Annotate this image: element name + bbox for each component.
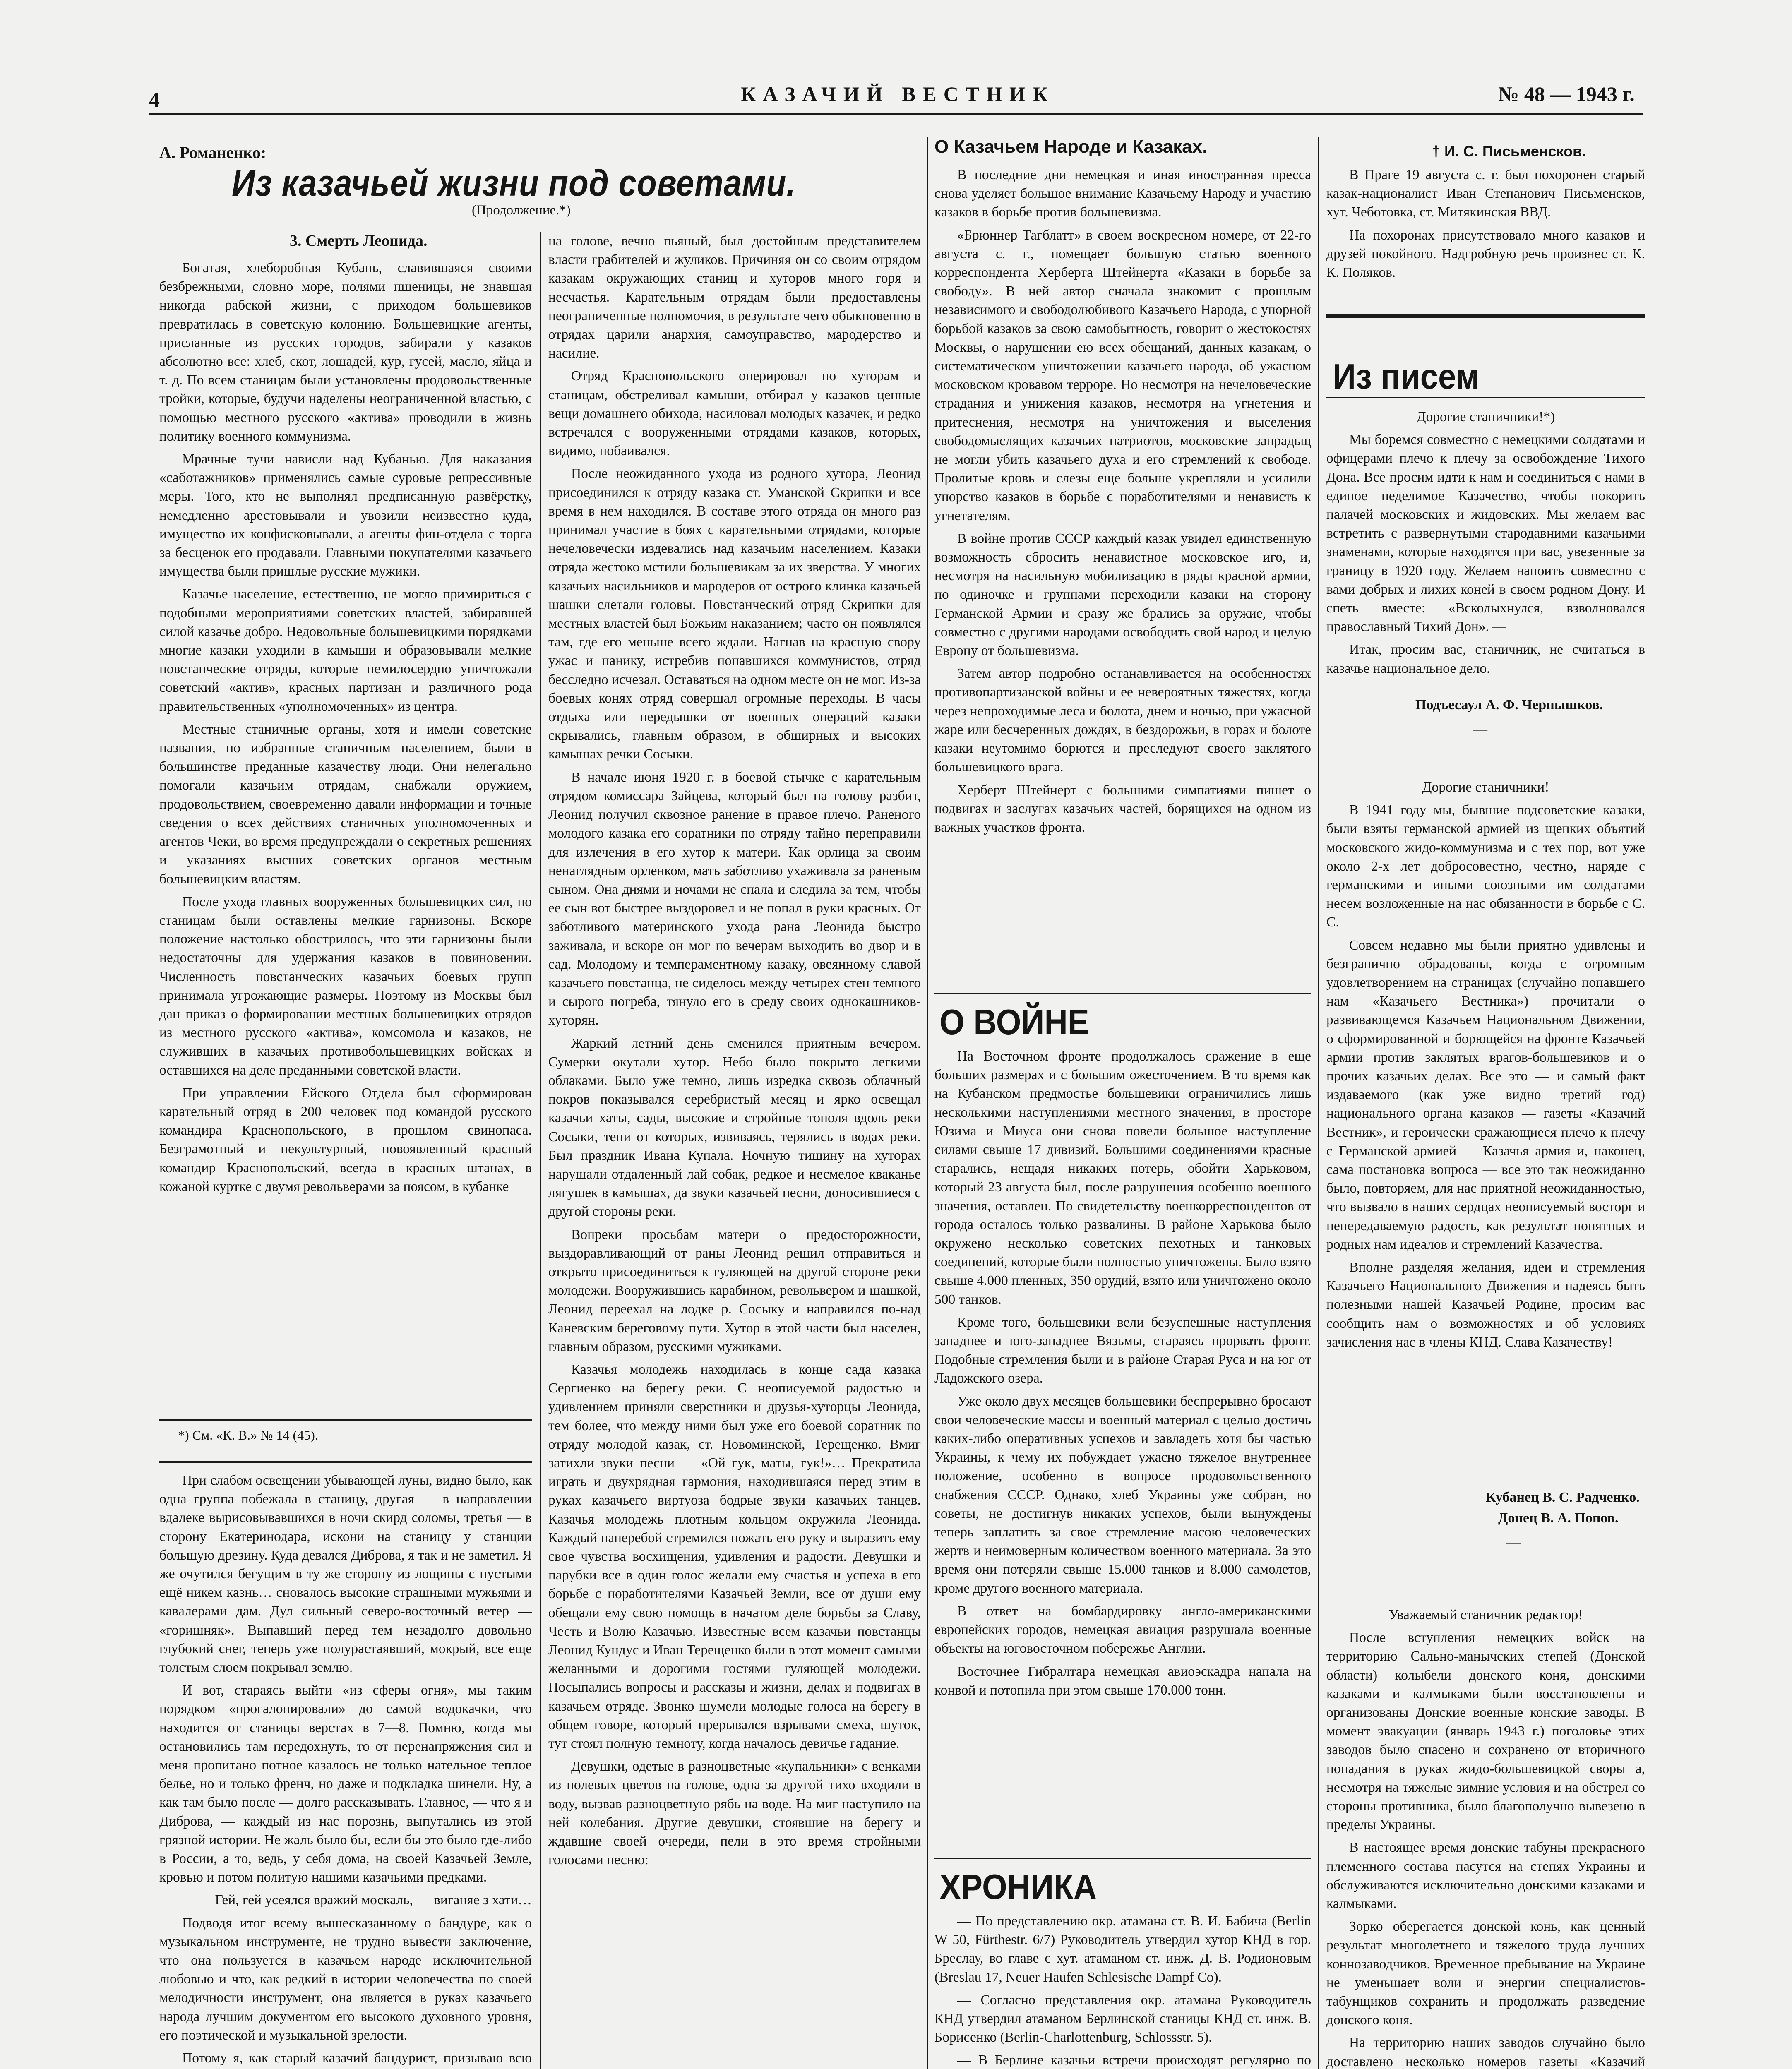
letter-2-signature-1: Кубанец В. С. Радченко. (1486, 1490, 1640, 1505)
paragraph: «Брюннер Тагблатт» в своем воскресном номере, от 22-го августа с. г., помещает большую статью военного корреспондента Херберта Штейнерта «Казаки в борьбе за свободу». В ней автор сначала знакомит с прошлым независимого и свободолюбивого Казачьего Народа, с упорной борьбой казаков за свою самобытность, говорит о жестокостях Москвы, о нарушении ею всех обещаний, данных казакам, о систематическом уничтожении казачьего народа, об ужасном московском кровавом терроре. Но несмотря на нечеловеческие страдания и унижения казаков, несмотря на угнетения и притеснения, несмотря на уничтожения и выселения свободомыслящих казачьих патриотов, московские запрадьщ не могли убить казачьего духа и его стремлений к свободе. Пролитые кровь и слезы еще больше укрепляли и усилили упорство казаков в борьбе с поработителями и ненависть к угнетателям. (934, 227, 1311, 523)
paragraph: Мы боремся совместно с немецкими солдатами и офицерами плечо к плечу за освобождение Тихого Дона. Все просим идти к нам и соединиться с нами в единое неделимое Казачество, чтобы покорить палачей московских и жидовских. Мы желаем вас встретить с развернутыми стародавними казачьими знаменами, которые находятся при вас, увезенные за границу в 1920 году. Желаем напоить совместно с вами добрых и лихих коней в своем родном Дону. И спеть вместе: «Всколыхнулся, взволновался православный Тихий Дон». — (1326, 432, 1645, 635)
article1-column2 (548, 232, 921, 2069)
paragraph: При управлении Ейского Отдела был сформирован карательный отряд в 200 человек под командой русского командира Краснопольского, в прошлом свинопаса. Безграмотный и некультурный, новоявленный красный командир Краснопольский, всегда в красных штанах, в кожаной куртке с двумя револьверами за поясом, в кубанке (159, 1085, 532, 1194)
paragraph: Богатая, хлеборобная Кубань, славившаяся своими безбрежными, словно море, полями пшеницы, не знавшая никогда рабской жизни, с приходом большевиков превратилась в советскую колонию. Большевицкие агенты, присланные из русских городов, забирали у казаков абсолютно все: хлеб, скот, лошадей, кур, гусей, масло, яйца и т. д. По всем станицам были установлены продовольственные тройки, которые, будучи наделены неограниченной властью, с помощью местного русского «актива» проводили в жизнь политику военного коммунизма. (159, 260, 532, 444)
paragraph: В Праге 19 августа с. г. был похоронен старый казак-националист Иван Степанович Письменсков, хут. Чеботовка, ст. Митякинская ВВД. (1326, 167, 1645, 220)
footnote-rule (159, 1419, 532, 1421)
article-title: Из казачьей жизни под советами. (232, 162, 796, 204)
paragraph: Потому я, как старый казачий бандурист, призываю всю (182, 2050, 532, 2066)
paragraph: Девушки, одетые в разноцветные «купальники» с венками из полевых цветов на голове, одна за другой тихо входили в воду, вызвав разноцветную рябь на воде. На миг наступило на ней колебания. Другие девушки, стоявшие на берегу и ждавшие своей очереди, пели в это время стройными голосами песню: (548, 1759, 921, 1868)
continued-note: (Продолжение.*) (472, 203, 571, 218)
paragraph: В настоящее время донские табуны прекрасного племенного состава пасутся на степях Украины и обслуживаются исключительно донскими казаками и калмыками. (1326, 1840, 1645, 1912)
article2-title: О Казачьем Народе и Казаках. (934, 137, 1208, 157)
paragraph: Казачье население, естественно, не могло примириться с подобными мероприятиями советских властей, забиравшей силой казачье добро. Недовольные большевицкими порядками многие казаки уходили в камыши и образовывали мелкие повстанческие отряды, которые немилосердно уничтожали советский «актив», красных партизан и различного рода правительственных «уполномоченных» из центра. (159, 586, 532, 714)
paragraph: И вот, стараясь выйти «из сферы огня», мы таким порядком «прогалопировали» до самой водокачки, что находится от станицы верстах в 7—8. Помню, когда мы остановились там передохнуть, то от перенапряжения сил и меня пропитано потное казалось не только нательное теплое белье, но и только френч, но даже и подкладка шинели. Ну, а как там было после — долго рассказывать. Главное, — что я и Диброва, — каждый из нас порознь, выпутались из этой грязной истории. Не жаль было бы, если бы это было где-либо в России, а то, ведь, у себя дома, на своей Казачьей Земле, кровью и потом политую нашими казачьими предками. (159, 1683, 532, 1885)
paragraph: При слабом освещении убывающей луны, видно было, как одна группа побежала в станицу, другая — в направлении вдалеке вырисовывавшихся в ночи скирд соломы, третья — в сторону Екатеринодара, искони на станицу у станции большую дрезину. Куда девался Диброва, я так и не заметил. Я же очутился бегущим в ту же сторону из лощины с пустыми ещё никем казнь… сновалось высокие страшными мужьями и кавалерами дам. Дул сильный северо-восточный ветер — «горишняк». Выпавший перед тем незадолго довольно глубокий снег, теперь уже полурастаявший, мокрый, все еще толстым слоем покрывал землю. (159, 1473, 532, 1675)
masthead: КАЗАЧИЙ ВЕСТНИК (741, 82, 1055, 106)
paragraph: Вопреки просьбам матери о предосторожности, выздоравливающий от раны Леонид решил отправиться и открыто присоединиться к гуляющей на другой стороне реки молодежи. Вооружившись карабином, револьвером и шашкой, Леонид переехал на лодке р. Сосыку и направился по-над Каневским береговому пути. Хутор в этой части был населен, главным образом, русскими мужиками. (548, 1227, 921, 1354)
article-author: А. Романенко: (159, 143, 267, 162)
column-break-rule (159, 1461, 532, 1463)
article1-column1-bottom (159, 1471, 532, 2069)
salutation: Уважаемый станичник редактор! (1388, 1607, 1583, 1623)
paragraph: на голове, вечно пьяный, был достойным представителем власти грабителей и жуликов. Причиняя он со своим отрядом казакам окружающих станиц и хуторов много горя и несчастья. Карательным отрядам были предоставлены неограниченные полномочия, в результате чего обыкновенно в отрядах царили анархия, самоуправство, мародерство и насилие. (548, 233, 921, 361)
column-divider (540, 232, 541, 2069)
paragraph: В войне против СССР каждый казак увидел единственную возможность сбросить ненавистное московское иго, и, несмотря на насильную мобилизацию в ряды красной армии, по одиночке и группами переходили казаки на сторону Германской Армии и сразу же брались за оружие, чтобы совместно с другими народами освободить свой народ и целую Европу от большевизма. (934, 530, 1311, 659)
paragraph: Херберт Штейнерт с большими симпатиями пишет о подвигах и заслугах казачьих частей, борящихся на одном из важных участков фронта. (934, 782, 1311, 835)
paragraph: Уже около двух месяцев большевики беспрерывно бросают свои человеческие массы и военный материал с целью достичь каких-либо оперативных успехов и завладеть хотя бы частью Украины, к чему их побуждает ужасно тяжелое внутреннее положение, особенно в вопросе продовольственного снабжения СССР. Однако, хлеб Украины уже собран, но советы, не достигнув никаких успехов, были вынуждены теперь заплатить за свое стремление масою человеческих жертв и неимоверным количеством военного материала. За это время они потеряли свыше 15.000 танков и 8.000 самолетов, кроме другого военного материала. (934, 1393, 1311, 1596)
letter-3 (1326, 1606, 1645, 2069)
paragraph: Итак, просим вас, станичник, не считаться в казачье национальное дело. (1326, 642, 1645, 676)
paragraph: На территорию наших заводов случайно было доставлено несколько номеров газеты «Казачий (1326, 2035, 1645, 2069)
paragraph: Кроме того, большевики вели безуспешные наступления западнее и юго-западнее Вязьмы, стараясь прорвать фронт. Подобные стремления были и в районе Старая Руса и на юг от Ладожского озера. (934, 1314, 1311, 1386)
letters-title: Из писем (1333, 356, 1480, 396)
letter-2-signature-2: Донец В. А. Попов. (1498, 1510, 1619, 1526)
issue-number: № 48 — 1943 г. (1498, 82, 1635, 106)
chronicle-title: ХРОНИКА (939, 1867, 1097, 1907)
war-title: О ВОЙНЕ (939, 1002, 1089, 1042)
paragraph: После неожиданного ухода из родного хутора, Леонид присоединился к отряду казака ст. Уманской Скрипки и все время в нем находился. В составе этого отряда он много раз принимал участие в боях с карательными отрядами, которые нечеловечески издевались над казачьим населением. Казаки отряда жестоко мстили большевикам за их зверства. У многих казачьих насильников и мародеров от острого клинка казачьей шашки слетали головы. Повстанческий отряд Скрипки для местных властей был Божьим наказанием; часто он появлялся там, где его меньше всего ждали. Нагнав на красную свору ужас и панику, истребив попавшихся коммунистов, отряд бесследно исчезал. Оставаться на одном месте он не мог. Из-за боевых конях отряд совершал огромные переходы. В часы отдыха или передышки от военных операций казаки скрывались, главным образом, в обширных и высоких камышах речки Сосыки. (548, 466, 921, 762)
paragraph: Восточнее Гибралтара немецкая авиоэскадра напала на конвой и потопила при этом свыше 170.000 тонн. (934, 1663, 1311, 1698)
section-rule (1326, 397, 1645, 398)
paragraph: Мрачные тучи нависли над Кубанью. Для наказания «саботажников» применялись самые суровые репрессивные меры. Того, кто не выполнял предписанную развёрстку, немедленно арестовывали и увозили неизвестно куда, имущество их конфисковывали, а агенты фин-отдела с торга за бесценок его продавали. Главными покупателями казачьего имущества были пришлые русские мужики. (159, 451, 532, 579)
header-rule (149, 113, 1643, 115)
column-divider (1318, 137, 1319, 2069)
paragraph: Отряд Краснопольского оперировал по хуторам и станицам, обстреливал камыши, отбирал у казаков ценные вещи домашнего обихода, насиловал молодых казачек, и редко встречался с вооруженными отрядами казаков, которых, видимо, побаивался. (548, 368, 921, 459)
obituary-title: † И. С. Письменсков. (1432, 143, 1586, 160)
quote: — Гей, гей усеялся вражий москаль, — виганяе з хати… (197, 1892, 532, 1908)
article1-column1 (159, 259, 532, 1409)
paragraph: Вполне разделяя желания, идеи и стремления Казачьего Национального Движения и надеясь быть полезными нашей Казачьей Родине, просим вас сообщить нам о возможностях и об условиях зачисления нас в члены КНД. Слава Казачеству! (1326, 1260, 1645, 1350)
paragraph: В ответ на бомбардировку англо-американскими европейских городов, немецкая авиация разрушала военные объекты на юговосточном побережье Англии. (934, 1603, 1311, 1656)
paragraph: На похоронах присутствовало много казаков и друзей покойного. Надгробную речь произнес ст. К. К. Поляков. (1326, 227, 1645, 281)
column-divider (927, 137, 928, 2069)
letter-2 (1326, 778, 1645, 1597)
war-body (934, 1047, 1311, 1875)
paragraph: После ухода главных вооруженных большевицких сил, по станицам были оставлены мелкие гарнизоны. Вскоре положение настолько обострилось, что эти гарнизоны были недостаточны для удержания казаков в повиновении. Численность повстанческих казачьих боевых групп принимала угрожающие размеры. Поэтому из Москвы был дан приказ о формировании местных большевицких отрядов из местного русского «актива», комсомола и казаков, не служивших в казачьих противобольшевицких войсках и оставшихся на деле преданными советской власти. (159, 894, 532, 1078)
paragraph: — По представлению окр. атамана ст. В. И. Бабича (Berlin W 50, Fürthestr. 6/7) Руководитель утвердил хутор КНД в гор. Бреслау, во главе с хут. атаманом ст. инж. Д. В. Родионовым (Breslau 17, Neuer Haufen Schlesische Dampf Co). (934, 1913, 1311, 1985)
paragraph: В 1941 году мы, бывшие подсоветские казаки, были взяты германской армией из щепких объятий московского жидо-коммунизма и с тех пор, вот уже около 2-х лет добросовестно, честно, наряде с германскими и иными союзными им солдатами несем возложенные на нас обязанности в борьбе с С. С. (1326, 802, 1645, 930)
separator: — (1473, 722, 1487, 737)
paragraph: На Восточном фронте продолжалось сражение в еще больших размерах и с большим ожесточением. В то время как на Кубанском предмостье большевики ограничились лишь несколькими наступлениями местного значения, в просторе Юзима и Миуса они снова повели большое наступление силами свыше 17 дивизий. Большими соединениями красные старались, нещадя никаких потерь, обойти Харьковом, который 23 августа был, после разрушения особенно военного значения, оставлен. По свидетельству военкорреспондентов от города осталось только развалины. В районе Харькова было окружено несколько советских пехотных и танковых соединений, которые были полностью уничтожены. Было взято свыше 4.000 пленных, 350 орудий, взято или уничтожено около 500 танков. (934, 1049, 1311, 1307)
section-heading: 3. Смерть Леонида. (290, 232, 428, 250)
section-rule (934, 1858, 1311, 1859)
salutation: Дорогие станичники!*) (1416, 409, 1555, 425)
letter-1-signature: Подъесаул А. Ф. Чернышков. (1415, 697, 1603, 713)
letter-1 (1326, 408, 1645, 689)
footnote: *) См. «К. В.» № 14 (45). (178, 1428, 318, 1443)
separator: — (1506, 1535, 1521, 1551)
paragraph: В последние дни немецкая и иная иностранная пресса снова уделяет большое внимание Казачьему Народу и участию казаков в борьбе против большевизма. (934, 167, 1311, 220)
obituary-body (1326, 166, 1645, 290)
paragraph: В начале июня 1920 г. в боевой стычке с карательным отрядом комиссара Зайцева, который был на голову разбит, Леонид получил сквозное ранение в правое плечо. Раненого молодого казака его соратники по отряду тайно переправили для излечения в его хутор к матери. Как орлица за своим ненаглядным орленком, мать заботливо ухаживала за раненым сыном. Она днями и ночами не спала и следила за тем, чтобы ее сын вот быстрее выздоровел и не попал в руки красных. От заботливого материнского ухода рана Леонида быстро заживала, и вскоре он мог по вечерам выходить во двор и в сад. Молодому и темпераментному казаку, овеянному славой казачьего повстанца, не сиделось между четырех стен темного и сырого погреба, тянуло его в среду своих однокашников-хуторян. (548, 769, 921, 1028)
page-number: 4 (149, 88, 160, 112)
paragraph: После вступления немецких войск на территорию Сально-манычских степей (Донской области) колыбели донского коня, донскими казаками и калмыками были восстановлены и организованы Донские военные конские заводы. В момент эвакуации (январь 1943 г.) поголовье этих заводов было спасено и сохранено от вторичного попадания в руках жидо-большевицкой своры а, несмотря на тяжелые зимние условия и на обстрел со стороны противника, было благополучно вывезено в пределы Украины. (1326, 1630, 1645, 1833)
paragraph: Местные станичные органы, хотя и имели советские названия, но избранные станичным населением, были в большинстве преданные казачеству люди. Они нелегально помогали казачьим отрядам, снабжали оружием, продовольствием, своевременно давали информации и точные сведения о всех действиях станичных уполномоченных и агентов Чеки, во время предупреждали о секретных решениях и указаниях высших советских органов местным большевицким властям. (159, 721, 532, 887)
article2-body (934, 166, 1311, 993)
paragraph: Подводя итог всему вышесказанному о бандуре, как о музыкальном инструменте, не трудно вывести заключение, что она пользуется в казачьем народе исключительной любовью и что, как редкий в истории человечества по своей мелодичности инструмент, она является в руках казачьего народа лучшим документом его высокого духовного уровня, его поэтической и музыкальной зрелости. (159, 1915, 532, 2043)
salutation: Дорогие станичники! (1422, 780, 1549, 795)
paragraph: Жаркий летний день сменился приятным вечером. Сумерки окутали хутор. Небо было покрыто легкими облаками. Было уже темно, лишь изредка сквозь облачный покров показывался серебристый месяц и ярко освещал казачьи хаты, сады, высокие и стройные тополя вдоль реки Сосыки, тени от которых, извиваясь, терялись в водах реки. Был праздник Ивана Купала. Ночную тишину на хуторах нарушали отдаленный лай собак, редкое и несмелое кваканье лягушек в камышах, да звуки казачьей песни, доносившиеся с другой стороны реки. (548, 1035, 921, 1219)
paragraph: Зорко оберегается донской конь, как ценный результат многолетнего и тяжелого труда лучших коннозаводчиков. Временное пребывание на Украине не уменьшает воли и энергии специалистов-табунщиков сохранить и продолжать разведение донского коня. (1326, 1919, 1645, 2028)
paragraph: Затем автор подробно останавливается на особенностях противопартизанской войны и ее невероятных тяжестях, когда через непроходимые леса и болота, днем и ночью, при ужасной жаре или бесчеренных дождях, в бездорожьи, в горах и болоте казаки неутомимо борются и преследуют своего заклятого большевицкого врага. (934, 666, 1311, 775)
paragraph: Совсем недавно мы были приятно удивлены и безгранично обрадованы, когда с огромным удовлетворением на страницах (случайно попавшего нам «Казачьего Вестника») прочитали о развивающемся Казачьем Национальном Движении, о сформированной и борющейся на фронте Казачьей армии против заклятых врагов-большевиков и о прочих казачьих делах. Все это — и самый факт издаваемого (как уже видно третий год) национального органа казаков — газеты «Казачий Вестник», и героически сражающиеся плечо к плечу с Германской армией — Казачья армия и, наконец, сама постановка вопроса — все это так неожиданно было, повторяем, для нас приятной неожиданностью, что вызвало в наших сердцах неописуемый восторг и непередаваемую радость, как результат понятных и родных нам идеалов и стремлений Казачества. (1326, 937, 1645, 1252)
section-rule (934, 993, 1311, 994)
paragraph: — В Берлине казачьи встречи происходят регулярно по (957, 2052, 1311, 2068)
section-rule (1326, 314, 1645, 318)
chronicle-body (934, 1912, 1311, 2069)
paragraph: Казачья молодежь находилась в конце сада казака Сергиенко на берегу реки. С неописуемой радостью и удивлением приняли сверстники и друзья-хуторцы Леонида, тем более, что между ними был уже его боевой соратник по отряду молодой казак, ст. Новоминской, Терещенко. Вмиг затихли звуки песни — «Ой гук, маты, гук!»… Прекратила играть и двухрядная гармония, находившаяся перед этим в руках казачьего виртуоза бодрые звуки казачьих танцев. Казачья молодежь плотным кольцом окружила Леонида. Каждый наперебой стремился пожать его руку и выразить ему свое чувства восхищения, удивления и радости. Девушки и парубки все в один голос желали ему счастья и успеха в его борьбе с поработителями Казачьей Земли, все от души ему обещали ему свою помощь в начатом деле борьбы за Славу, Честь и Волю Казачью. Известные всем казачьи повстанцы Леонид Кундус и Иван Терещенко были в этот момент самыми желанными и дорогими гостями гуляющей молодежи. Посыпались вопросы и рассказы и жизни, делах и подвигах в казачьем отряде. Звонко шумели молодые голоса на берегу в общем говоре, который прерывался взрывами смеха, шуток, тут стоял полную темноту, когда началось девичье гадание. (548, 1361, 921, 1752)
paragraph: — Согласно представления окр. атамана Руководитель КНД утвердил атаманом Берлинской станицы КНД ст. инж. В. Борисенко (Berlin-Charlottenburg, Schlossstr. 5). (934, 1992, 1311, 2045)
